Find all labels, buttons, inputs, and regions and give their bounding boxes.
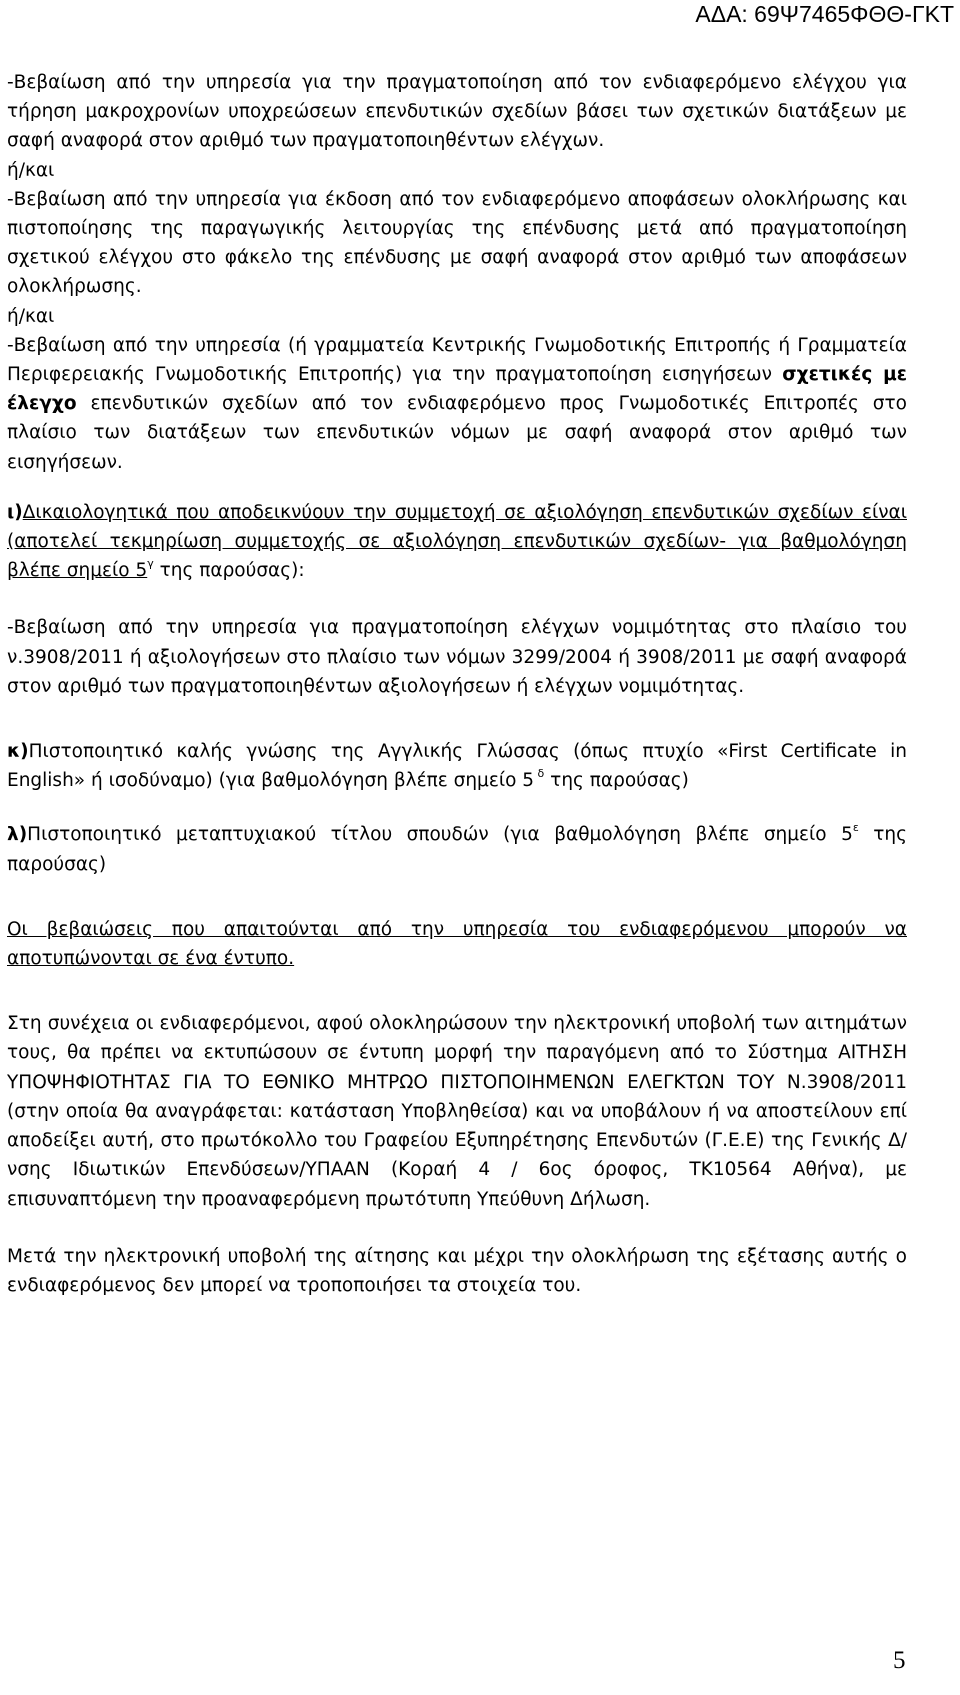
verification-completion-decisions: -Βεβαίωση από την υπηρεσία για έκδοση από τον ενδιαφερόμενο αποφάσεων ολοκλήρωσης και πιστοποίησης της παραγωγικής λειτουργίας της επένδυσης μετά από πραγματοποίηση σχετικού ελέγχου στο φάκελο της επένδυσης με σαφή αναφορά στον αριθμό των αποφάσεων ολοκλήρωσης. — [7, 188, 907, 298]
ada-code: ΑΔΑ: 69Ψ7465ΦΘΘ-ΓΚΤ — [695, 1, 954, 27]
item-i-heading — [7, 498, 907, 586]
text-fragment: της παρούσας): — [153, 560, 305, 582]
or-and-connector: ή/και — [7, 305, 55, 327]
text-fragment: επενδυτικών σχεδίων από τον ενδιαφερόμενο προς Γνωμοδοτικές Επιτροπές στο πλαίσιο των διατάξεων των επενδυτικών νόμων με σαφή αναφορά στον αριθμό των εισηγήσεων. — [7, 393, 907, 473]
item-label: λ) — [7, 824, 28, 846]
item-label: κ) — [7, 741, 29, 763]
verification-inspections: -Βεβαίωση από την υπηρεσία για την πραγματοποίηση από τον ενδιαφερόμενο ελέγχου για τήρηση μακροχρονίων υποχρεώσεων επενδυτικών σχεδίων βάσει των σχετικών διατάξεων με σαφή αναφορά στον αριθμό των πραγματοποιηθέντων ελέγχων. — [7, 72, 907, 152]
superscript: ε — [852, 821, 859, 835]
bold-emphasis: σχετικές με έλεγχο — [7, 364, 907, 415]
verification-legality-checks: -Βεβαίωση από την υπηρεσία για πραγματοποίηση ελέγχων νομιμότητας στο πλαίσιο του ν.3908/2011 ή αξιολογήσεων στο πλαίσιο των νόμων 3299/2004 ή 3908/2011 με σαφή αναφορά στον αριθμό των πραγματοποιηθέντων αξιολογήσεων ή ελέγχων νομιμότητας. — [7, 617, 907, 697]
final-note: Μετά την ηλεκτρονική υποβολή της αίτησης και μέχρι την ολοκλήρωση της εξέτασης αυτής ο ενδιαφερόμενος δεν μπορεί να τροποποιήσει τα στοιχεία του. — [7, 1245, 907, 1296]
text-fragment: της παρούσας) — [544, 770, 689, 792]
text-fragment: της παρούσας) — [7, 824, 907, 875]
text-fragment: Πιστοποιητικό μεταπτυχιακού τίτλου σπουδών (για βαθμολόγηση βλέπε σημείο 5 — [27, 824, 853, 846]
text-fragment: Πιστοποιητικό καλής γνώσης της Αγγλικής Γλώσσας (όπως πτυχίο «First Certificate in English» ή ισοδύναμο) (για βαθμολόγηση βλέπε σημείο 5 — [7, 741, 907, 792]
superscript: γ — [147, 557, 154, 571]
underlined-note: Οι βεβαιώσεις που απαιτούνται από την υπηρεσία του ενδιαφερόμενου μπορούν να αποτυπώνονται σε ένα έντυπο. — [7, 918, 907, 970]
superscript: δ — [534, 767, 545, 781]
item-l — [7, 820, 907, 878]
item-k — [7, 737, 907, 795]
item-label: ι) — [7, 501, 23, 523]
verification-committee-reports — [7, 331, 907, 477]
submission-instructions: Στη συνέχεια οι ενδιαφερόμενοι, αφού ολοκληρώσουν την ηλεκτρονική υποβολή των αιτημάτων τους, θα πρέπει να εκτυπώσουν σε έντυπη μορφή την παραγόμενη από το Σύστημα ΑΙΤΗΣΗ ΥΠΟΨΗΦΙΟΤΗΤΑΣ ΓΙΑ ΤΟ ΕΘΝΙΚΟ ΜΗΤΡΩΟ ΠΙΣΤΟΠΟΙΗΜΕΝΩΝ ΕΛΕΓΚΤΩΝ ΤΟΥ Ν.3908/2011 (στην οποία θα αναγράφεται: κατάσταση Υποβληθείσα) και να υποβάλουν ή να αποστείλουν επί αποδείξει αυτή, στο πρωτόκολλο του Γραφείου Εξυπηρέτησης Επενδυτών (Γ.Ε.Ε) της Γενικής Δ/νσης Ιδιωτικών Επενδύσεων/ΥΠΑΑΝ (Κοραή 4 / 6ος όροφος, ΤΚ10564 Αθήνα), με επισυναπτόμενη την προαναφερόμενη πρωτότυπη Υπεύθυνη Δήλωση. — [7, 1013, 907, 1210]
document-body — [7, 68, 907, 1300]
page-number: 5 — [893, 1647, 906, 1674]
item-i-title: Δικαιολογητικά που αποδεικνύουν την συμμετοχή σε αξιολόγηση επενδυτικών σχεδίων είναι (αποτελεί τεκμηρίωση συμμετοχής σε αξιολόγηση επενδυτικών σχεδίων- για βαθμολόγηση βλέπε σημείο 5 — [7, 501, 907, 582]
or-and-connector: ή/και — [7, 159, 55, 181]
text-fragment: -Βεβαίωση από την υπηρεσία (ή γραμματεία Κεντρικής Γνωμοδοτικής Επιτροπής ή Γραμματεία Περιφερειακής Γνωμοδοτικής Επιτροπής) για την πραγματοποίηση εισηγήσεων — [7, 334, 907, 386]
